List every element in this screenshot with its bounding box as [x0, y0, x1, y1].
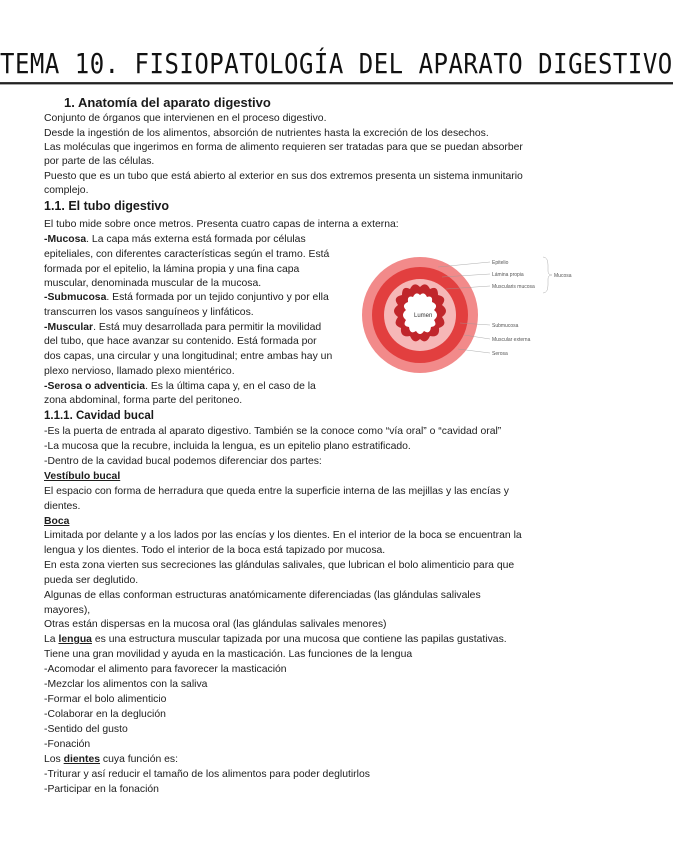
- list-item: -Sentido del gusto: [44, 724, 128, 735]
- serosa-term: -Serosa o adventicia: [44, 381, 146, 392]
- paragraph-line: dientes.: [44, 501, 81, 512]
- paragraph-line: muscular, denominada muscular de la mucosa.: [44, 278, 262, 289]
- heading-boca: Boca: [44, 516, 70, 527]
- paragraph-line: Las moléculas que ingerimos en forma de alimento requieren ser tratadas para que se puedan absorber: [44, 142, 523, 153]
- paragraph-line: del tubo, que hace avanzar su contenido. Está formada por: [44, 336, 317, 347]
- submucosa-term: -Submucosa: [44, 292, 107, 303]
- mucosa-term: -Mucosa: [44, 234, 87, 245]
- paragraph-line: El tubo mide sobre once metros. Presenta cuatro capas de interna a externa:: [44, 219, 399, 230]
- paragraph-line: En esta zona vierten sus secreciones las glándulas salivales, que lubrican el bolo alimenticio para que: [44, 560, 515, 571]
- list-item: -Fonación: [44, 739, 91, 750]
- list-item: -Mezclar los alimentos con la saliva: [44, 679, 208, 690]
- heading-anatomia: 1. Anatomía del aparato digestivo: [64, 95, 271, 110]
- paragraph-line: Conjunto de órganos que intervienen en el proceso digestivo.: [44, 113, 327, 124]
- paragraph-line: pueda ser deglutido.: [44, 575, 139, 586]
- paragraph-line: epiteliales, con diferentes características según el tramo. Está: [44, 249, 330, 260]
- lumen-label: Lumen: [414, 313, 433, 319]
- label-submucosa: Submucosa: [492, 323, 519, 329]
- label-muscularis-mucosa: Muscularis mucosa: [492, 284, 535, 290]
- paragraph-line: Desde la ingestión de los alimentos, absorción de nutrientes hasta la excreción de los desechos.: [44, 128, 489, 139]
- paragraph-line: por parte de las células.: [44, 156, 155, 167]
- submucosa-line: -Submucosa. Está formada por un tejido conjuntivo y por ella: [44, 292, 329, 303]
- list-item: -Colaborar en la deglución: [44, 709, 166, 720]
- list-item: -Formar el bolo alimenticio: [44, 694, 167, 705]
- label-muscular-externa: Muscular externa: [492, 337, 531, 343]
- heading-tubo-digestivo: 1.1. El tubo digestivo: [44, 199, 170, 213]
- paragraph-line: Limitada por delante y a los lados por las encías y los dientes. En el interior de la boca se encuentran la: [44, 530, 522, 541]
- paragraph-line: lengua y los dientes. Todo el interior de la boca está tapizado por mucosa.: [44, 545, 386, 556]
- mucosa-line: -Mucosa. La capa más externa está formada por células: [44, 234, 306, 245]
- list-item: -Triturar y así reducir el tamaño de los alimentos para poder deglutirlos: [44, 769, 370, 780]
- label-serosa: Serosa: [492, 351, 508, 357]
- paragraph-line: mayores),: [44, 605, 91, 616]
- paragraph-line: zona abdominal, forma parte del peritoneo.: [44, 395, 243, 406]
- paragraph-line: complejo.: [44, 185, 89, 196]
- paragraph-line: Tiene una gran movilidad y ayuda en la masticación. Las funciones de la lengua: [44, 649, 413, 660]
- label-mucosa: Mucosa: [554, 273, 572, 279]
- label-epitelio: Epitelio: [492, 260, 509, 266]
- paragraph-line: Puesto que es un tubo que está abierto al exterior en sus dos extremos presenta un sistema inmunitario: [44, 171, 523, 182]
- list-item: -Acomodar el alimento para favorecer la masticación: [44, 664, 287, 675]
- tube-cross-section-diagram: [360, 245, 580, 385]
- paragraph-line: Algunas de ellas conforman estructuras anatómicamente diferenciadas (las glándulas salivales: [44, 590, 481, 601]
- muscular-line: -Muscular. Está muy desarrollada para permitir la movilidad: [44, 322, 322, 333]
- page-title: TEMA 10. FISIOPATOLOGÍA DEL APARATO DIGESTIVO: [0, 48, 673, 85]
- list-item: -Participar en la fonación: [44, 784, 159, 795]
- paragraph-line: El espacio con forma de herradura que queda entre la superficie interna de las mejillas y las encías y: [44, 486, 509, 497]
- heading-vestibulo-bucal: Vestíbulo bucal: [44, 471, 121, 482]
- paragraph-line: transcurren los vasos sanguíneos y linfáticos.: [44, 307, 254, 318]
- label-lamina-propia: Lámina propia: [492, 272, 524, 278]
- muscular-term: -Muscular: [44, 322, 94, 333]
- paragraph-line: -Es la puerta de entrada al aparato digestivo. También se la conoce como “vía oral” o “cavidad oral”: [44, 426, 502, 437]
- dientes-line: Los dientes cuya función es:: [44, 754, 179, 765]
- paragraph-line: plexo nervioso, llamado plexo mientérico.: [44, 366, 235, 377]
- lengua-line: La lengua es una estructura muscular tapizada por una mucosa que contiene las papilas gustativas.: [44, 634, 507, 645]
- paragraph-line: -La mucosa que la recubre, incluida la lengua, es un epitelio plano estratificado.: [44, 441, 411, 452]
- heading-cavidad-bucal: 1.1.1. Cavidad bucal: [44, 410, 154, 422]
- paragraph-line: -Dentro de la cavidad bucal podemos diferenciar dos partes:: [44, 456, 322, 467]
- serosa-line: -Serosa o adventicia. Es la última capa y, en el caso de la: [44, 381, 316, 392]
- paragraph-line: dos capas, una circular y una longitudinal; entre ambas hay un: [44, 351, 333, 362]
- lengua-term: lengua: [58, 634, 92, 645]
- dientes-term: dientes: [63, 754, 101, 765]
- paragraph-line: formada por el epitelio, la lámina propia y una fina capa: [44, 264, 300, 275]
- paragraph-line: Otras están dispersas en la mucosa oral (las glándulas salivales menores): [44, 619, 387, 630]
